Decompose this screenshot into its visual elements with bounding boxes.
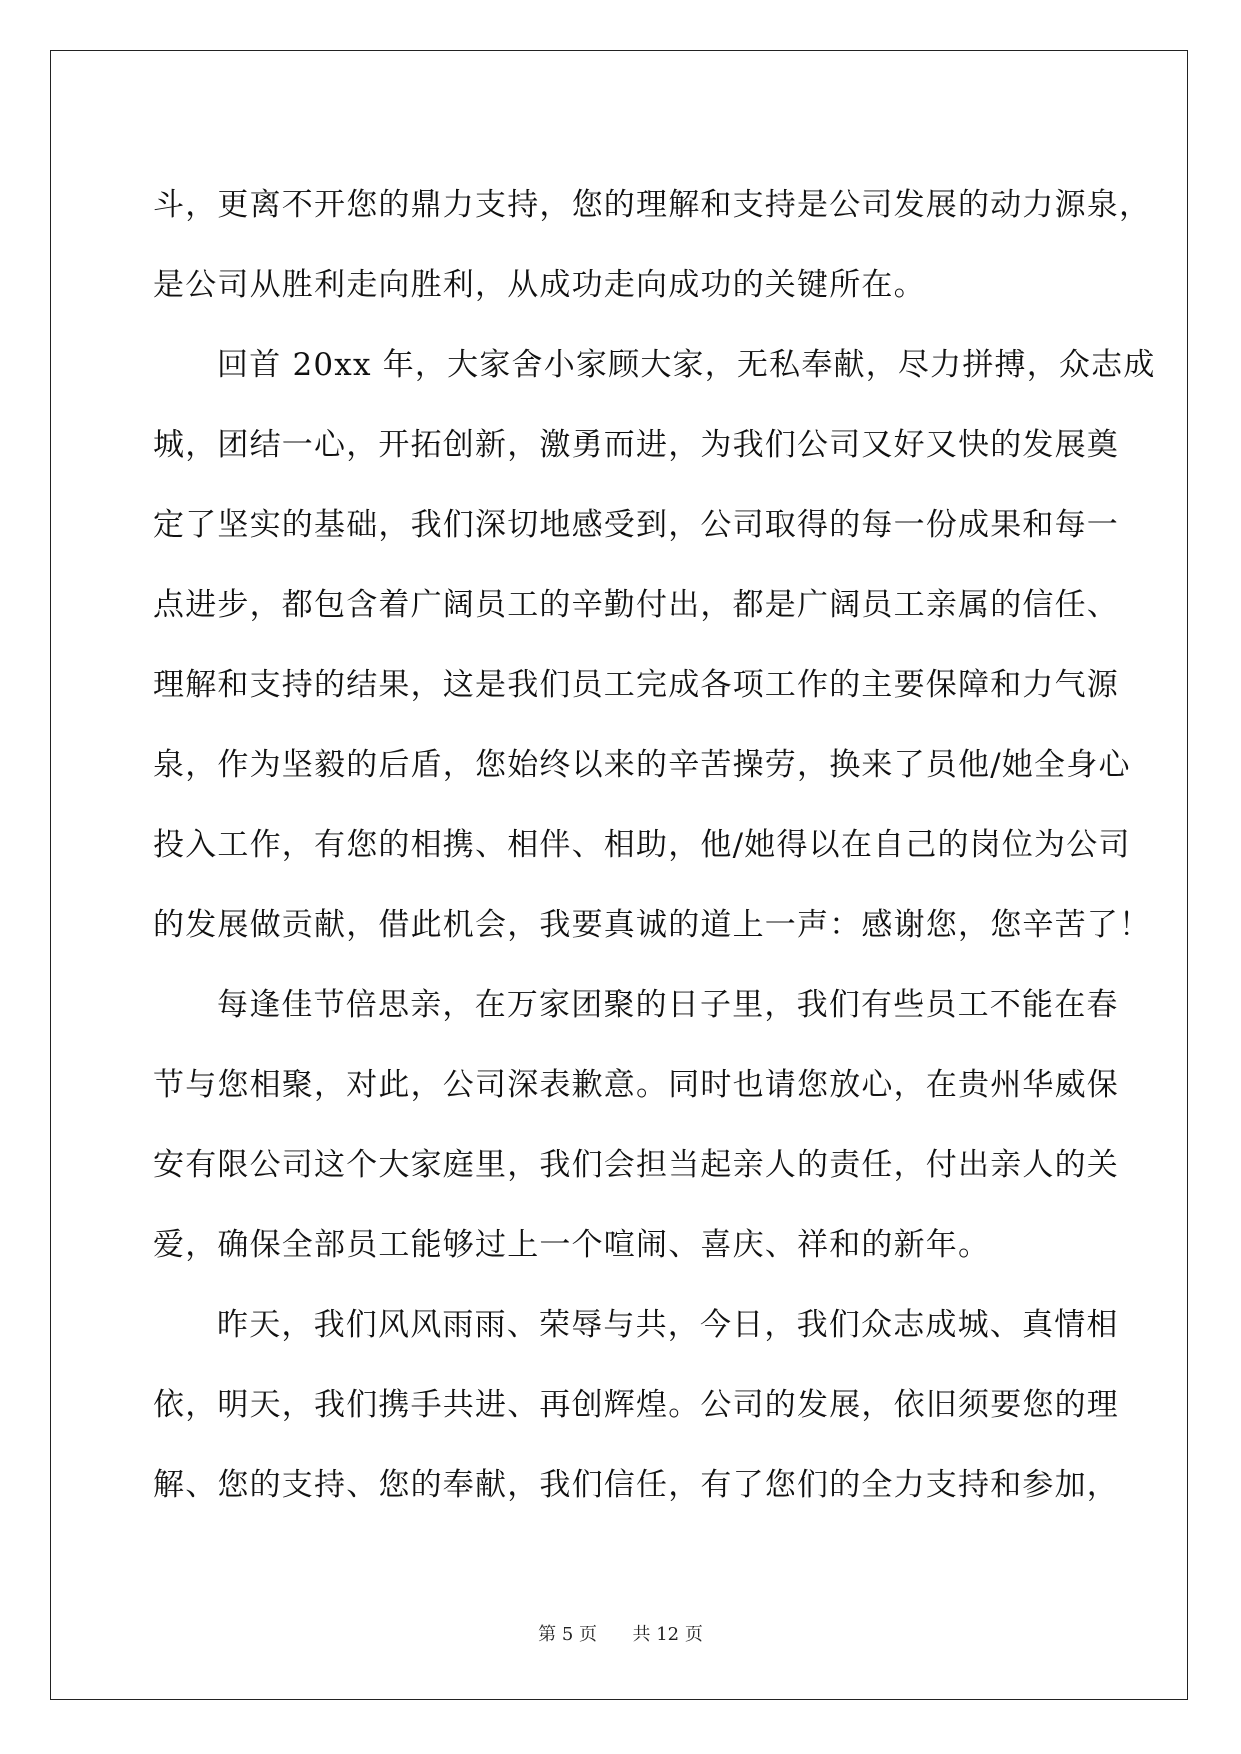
text-line: 斗，更离不开您的鼎力支持，您的理解和支持是公司发展的动力源泉， [153, 187, 1152, 223]
text-line: 泉，作为坚毅的后盾，您始终以来的辛苦操劳，换来了员他/她全身心 [153, 747, 1131, 783]
text-line: 定了坚实的基础，我们深切地感受到，公司取得的每一份成果和每一 [153, 507, 1119, 543]
text-line: 理解和支持的结果，这是我们员工完成各项工作的主要保障和力气源 [153, 667, 1119, 703]
text-line: 节与您相聚，对此，公司深表歉意。同时也请您放心，在贵州华威保 [153, 1067, 1119, 1103]
text-line: 城，团结一心，开拓创新，激勇而进，为我们公司又好又快的发展奠 [153, 427, 1119, 463]
paragraph-start-line: 昨天，我们风风雨雨、荣辱与共，今日，我们众志成城、真情相 [217, 1307, 1119, 1343]
text-line: 点进步，都包含着广阔员工的辛勤付出，都是广阔员工亲属的信任、 [153, 587, 1119, 623]
text-line: 解、您的支持、您的奉献，我们信任，有了您们的全力支持和参加， [153, 1467, 1119, 1503]
body-text [153, 165, 1156, 1525]
text-line: 是公司从胜利走向胜利，从成功走向成功的关键所在。 [153, 267, 926, 303]
text-line: 的发展做贡献，借此机会，我要真诚的道上一声：感谢您，您辛苦了！ [153, 907, 1152, 943]
page-footer [0, 1620, 1241, 1646]
text-line: 依，明天，我们携手共进、再创辉煌。公司的发展，依旧须要您的理 [153, 1387, 1119, 1423]
text-line: 爱，确保全部员工能够过上一个喧闹、喜庆、祥和的新年。 [153, 1227, 991, 1263]
current-page-number: 第 5 页 [538, 1624, 598, 1645]
text-line: 安有限公司这个大家庭里，我们会担当起亲人的责任，付出亲人的关 [153, 1147, 1119, 1183]
text-line: 投入工作，有您的相携、相伴、相助，他/她得以在自己的岗位为公司 [153, 827, 1131, 863]
paragraph-start-line: 回首 20xx 年，大家舍小家顾大家，无私奉献，尽力拼搏，众志成 [217, 347, 1156, 383]
paragraph-start-line: 每逢佳节倍思亲，在万家团聚的日子里，我们有些员工不能在春 [217, 987, 1119, 1023]
total-page-count: 共 12 页 [632, 1624, 703, 1645]
